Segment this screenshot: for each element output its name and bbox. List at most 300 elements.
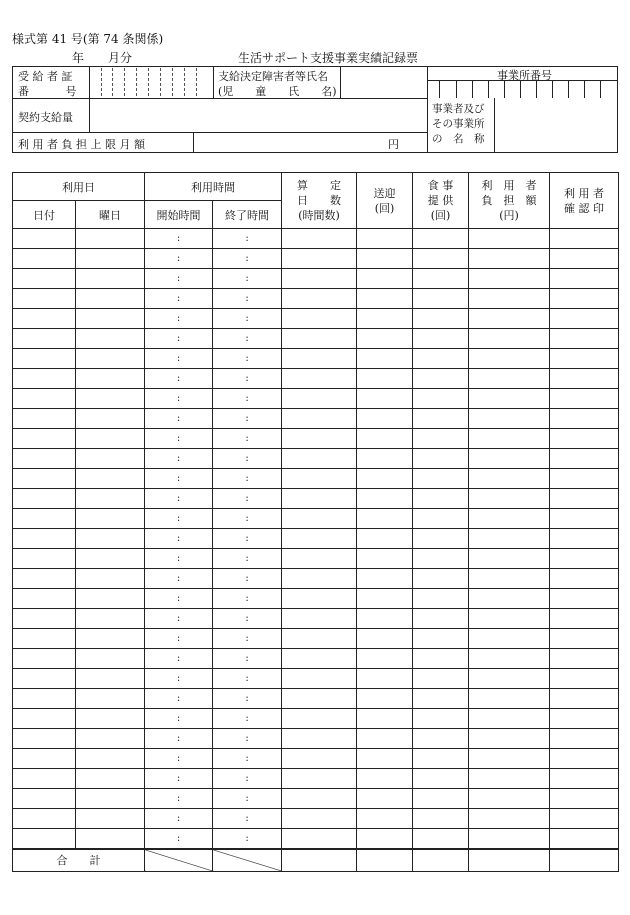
table-row [13,789,619,809]
date-cell[interactable] [13,489,76,509]
weekday-cell[interactable] [76,429,145,449]
start-time-cell[interactable]: : [145,709,213,729]
date-cell[interactable] [13,709,76,729]
confirm-cell[interactable] [550,469,619,489]
confirm-cell[interactable] [550,349,619,369]
confirm-cell[interactable] [550,229,619,249]
days-cell[interactable] [282,529,357,549]
confirm-cell[interactable] [550,569,619,589]
start-time-cell[interactable]: : [145,309,213,329]
transport-cell[interactable] [357,469,413,489]
confirm-cell[interactable] [550,369,619,389]
weekday-cell[interactable] [76,329,145,349]
meal-cell[interactable] [413,449,469,469]
end-time-cell[interactable]: : [213,649,282,669]
end-time-cell[interactable]: : [213,709,282,729]
burden-cell[interactable] [469,469,550,489]
date-cell[interactable] [13,269,76,289]
end-time-cell[interactable]: : [213,809,282,829]
transport-cell[interactable] [357,829,413,850]
date-cell[interactable] [13,669,76,689]
burden-cell[interactable] [469,449,550,469]
date-cell[interactable] [13,369,76,389]
transport-cell[interactable] [357,609,413,629]
weekday-cell[interactable] [76,549,145,569]
transport-cell[interactable] [357,449,413,469]
start-time-cell[interactable]: : [145,609,213,629]
start-time-cell[interactable]: : [145,769,213,789]
end-time-cell[interactable]: : [213,769,282,789]
transport-cell[interactable] [357,709,413,729]
date-cell[interactable] [13,389,76,409]
end-time-cell[interactable]: : [213,569,282,589]
days-cell[interactable] [282,309,357,329]
meal-cell[interactable] [413,509,469,529]
start-time-cell[interactable]: : [145,229,213,249]
total-transport[interactable] [357,849,413,871]
days-cell[interactable] [282,349,357,369]
end-time-cell[interactable]: : [213,329,282,349]
transport-cell[interactable] [357,289,413,309]
table-row [13,429,619,449]
table-row [13,809,619,829]
burden-cell[interactable] [469,689,550,709]
col-transport: 送迎 (回) [357,173,413,229]
confirm-cell[interactable] [550,809,619,829]
meal-cell[interactable] [413,469,469,489]
total-end-slash [213,849,282,871]
meal-cell[interactable] [413,569,469,589]
end-time-cell[interactable]: : [213,749,282,769]
burden-cell[interactable] [469,429,550,449]
meal-cell[interactable] [413,309,469,329]
weekday-cell[interactable] [76,369,145,389]
transport-cell[interactable] [357,429,413,449]
burden-cell[interactable] [469,769,550,789]
burden-cell[interactable] [469,629,550,649]
burden-cell[interactable] [469,309,550,329]
days-cell[interactable] [282,469,357,489]
weekday-cell[interactable] [76,349,145,369]
meal-cell[interactable] [413,409,469,429]
date-cell[interactable] [13,729,76,749]
confirm-cell[interactable] [550,749,619,769]
days-cell[interactable] [282,729,357,749]
start-time-cell[interactable]: : [145,429,213,449]
start-time-cell[interactable]: : [145,529,213,549]
weekday-cell[interactable] [76,509,145,529]
transport-cell[interactable] [357,789,413,809]
meal-cell[interactable] [413,369,469,389]
burden-cell[interactable] [469,549,550,569]
meal-cell[interactable] [413,269,469,289]
weekday-cell[interactable] [76,789,145,809]
end-time-cell[interactable]: : [213,249,282,269]
date-cell[interactable] [13,409,76,429]
transport-cell[interactable] [357,509,413,529]
weekday-cell[interactable] [76,249,145,269]
days-cell[interactable] [282,669,357,689]
weekday-cell[interactable] [76,409,145,429]
burden-cell[interactable] [469,669,550,689]
meal-cell[interactable] [413,389,469,409]
date-cell[interactable] [13,469,76,489]
burden-cell[interactable] [469,569,550,589]
date-cell[interactable] [13,449,76,469]
burden-cell[interactable] [469,249,550,269]
confirm-cell[interactable] [550,609,619,629]
total-start-slash [145,849,213,871]
end-time-cell[interactable]: : [213,309,282,329]
weekday-cell[interactable] [76,609,145,629]
weekday-cell[interactable] [76,649,145,669]
transport-cell[interactable] [357,389,413,409]
start-time-cell[interactable]: : [145,729,213,749]
transport-cell[interactable] [357,749,413,769]
end-time-cell[interactable]: : [213,549,282,569]
total-days[interactable] [282,849,357,871]
confirm-cell[interactable] [550,589,619,609]
start-time-cell[interactable]: : [145,349,213,369]
end-time-cell[interactable]: : [213,429,282,449]
burden-cell[interactable] [469,509,550,529]
confirm-cell[interactable] [550,449,619,469]
start-time-cell[interactable]: : [145,809,213,829]
days-cell[interactable] [282,249,357,269]
meal-cell[interactable] [413,669,469,689]
meal-cell[interactable] [413,769,469,789]
start-time-cell[interactable]: : [145,289,213,309]
burden-cell[interactable] [469,229,550,249]
days-cell[interactable] [282,509,357,529]
days-cell[interactable] [282,609,357,629]
start-time-cell[interactable]: : [145,369,213,389]
date-cell[interactable] [13,629,76,649]
days-cell[interactable] [282,449,357,469]
burden-cell[interactable] [469,789,550,809]
confirm-cell[interactable] [550,669,619,689]
end-time-cell[interactable]: : [213,729,282,749]
date-cell[interactable] [13,649,76,669]
confirm-cell[interactable] [550,389,619,409]
meal-cell[interactable] [413,249,469,269]
days-cell[interactable] [282,389,357,409]
start-time-cell[interactable]: : [145,589,213,609]
weekday-cell[interactable] [76,749,145,769]
end-time-cell[interactable]: : [213,509,282,529]
meal-cell[interactable] [413,429,469,449]
transport-cell[interactable] [357,729,413,749]
end-time-cell[interactable]: : [213,289,282,309]
end-time-cell[interactable]: : [213,789,282,809]
end-time-cell[interactable]: : [213,349,282,369]
transport-cell[interactable] [357,489,413,509]
date-cell[interactable] [13,589,76,609]
days-cell[interactable] [282,429,357,449]
confirm-cell[interactable] [550,769,619,789]
end-time-cell[interactable]: : [213,269,282,289]
meal-cell[interactable] [413,329,469,349]
transport-cell[interactable] [357,569,413,589]
end-time-cell[interactable]: : [213,469,282,489]
burden-cell[interactable] [469,829,550,850]
burden-cell[interactable] [469,589,550,609]
end-time-cell[interactable]: : [213,669,282,689]
transport-cell[interactable] [357,649,413,669]
date-cell[interactable] [13,309,76,329]
meal-cell[interactable] [413,749,469,769]
end-time-cell[interactable]: : [213,369,282,389]
date-cell[interactable] [13,789,76,809]
days-cell[interactable] [282,829,357,850]
weekday-cell[interactable] [76,449,145,469]
transport-cell[interactable] [357,249,413,269]
burden-cell[interactable] [469,269,550,289]
meal-cell[interactable] [413,529,469,549]
confirm-cell[interactable] [550,629,619,649]
confirm-cell[interactable] [550,789,619,809]
table-row [13,409,619,429]
burden-cell[interactable] [469,329,550,349]
date-cell[interactable] [13,289,76,309]
meal-cell[interactable] [413,229,469,249]
end-time-cell[interactable]: : [213,609,282,629]
weekday-cell[interactable] [76,469,145,489]
confirm-cell[interactable] [550,529,619,549]
burden-cell[interactable] [469,369,550,389]
col-burden: 利 用 者 負 担 額 (円) [469,173,550,229]
date-cell[interactable] [13,689,76,709]
transport-cell[interactable] [357,809,413,829]
meal-cell[interactable] [413,629,469,649]
weekday-cell[interactable] [76,809,145,829]
start-time-cell[interactable]: : [145,669,213,689]
table-row [13,769,619,789]
weekday-cell[interactable] [76,569,145,589]
confirm-cell[interactable] [550,829,619,850]
meal-cell[interactable] [413,589,469,609]
date-cell[interactable] [13,749,76,769]
table-row [13,489,619,509]
transport-cell[interactable] [357,229,413,249]
meal-cell[interactable] [413,609,469,629]
meal-cell[interactable] [413,829,469,850]
burden-cell[interactable] [469,529,550,549]
weekday-cell[interactable] [76,489,145,509]
meal-cell[interactable] [413,549,469,569]
end-time-cell[interactable]: : [213,489,282,509]
date-cell[interactable] [13,249,76,269]
confirm-cell[interactable] [550,289,619,309]
end-time-cell[interactable]: : [213,529,282,549]
burden-limit-label: 利 用 者 負 担 上 限 月 額 [18,138,145,151]
date-cell[interactable] [13,569,76,589]
burden-cell[interactable] [469,409,550,429]
days-cell[interactable] [282,329,357,349]
end-time-cell[interactable]: : [213,829,282,850]
date-cell[interactable] [13,809,76,829]
start-time-cell[interactable]: : [145,569,213,589]
date-cell[interactable] [13,529,76,549]
end-time-cell[interactable]: : [213,229,282,249]
confirm-cell[interactable] [550,549,619,569]
confirm-cell[interactable] [550,729,619,749]
start-time-cell[interactable]: : [145,449,213,469]
date-cell[interactable] [13,349,76,369]
weekday-cell[interactable] [76,529,145,549]
weekday-cell[interactable] [76,729,145,749]
date-cell[interactable] [13,509,76,529]
end-time-cell[interactable]: : [213,449,282,469]
end-time-cell[interactable]: : [213,409,282,429]
confirm-cell[interactable] [550,269,619,289]
days-cell[interactable] [282,709,357,729]
meal-cell[interactable] [413,289,469,309]
days-cell[interactable] [282,489,357,509]
burden-cell[interactable] [469,709,550,729]
confirm-cell[interactable] [550,429,619,449]
weekday-cell[interactable] [76,769,145,789]
weekday-cell[interactable] [76,669,145,689]
meal-cell[interactable] [413,689,469,709]
weekday-cell[interactable] [76,229,145,249]
transport-cell[interactable] [357,369,413,389]
table-row [13,369,619,389]
transport-cell[interactable] [357,529,413,549]
burden-cell[interactable] [469,729,550,749]
start-time-cell[interactable]: : [145,649,213,669]
confirm-cell[interactable] [550,409,619,429]
days-cell[interactable] [282,289,357,309]
total-meal[interactable] [413,849,469,871]
start-time-cell[interactable]: : [145,789,213,809]
meal-cell[interactable] [413,809,469,829]
burden-cell[interactable] [469,649,550,669]
meal-cell[interactable] [413,789,469,809]
start-time-cell[interactable]: : [145,409,213,429]
days-cell[interactable] [282,769,357,789]
days-cell[interactable] [282,269,357,289]
date-cell[interactable] [13,229,76,249]
days-cell[interactable] [282,649,357,669]
confirm-cell[interactable] [550,329,619,349]
days-cell[interactable] [282,569,357,589]
days-cell[interactable] [282,369,357,389]
days-cell[interactable] [282,689,357,709]
burden-cell[interactable] [469,289,550,309]
transport-cell[interactable] [357,769,413,789]
burden-cell[interactable] [469,349,550,369]
transport-cell[interactable] [357,409,413,429]
record-rows [13,229,619,850]
total-confirm[interactable] [550,849,619,871]
days-cell[interactable] [282,549,357,569]
end-time-cell[interactable]: : [213,629,282,649]
confirm-cell[interactable] [550,509,619,529]
date-cell[interactable] [13,609,76,629]
weekday-cell[interactable] [76,689,145,709]
confirm-cell[interactable] [550,249,619,269]
start-time-cell[interactable]: : [145,829,213,850]
transport-cell[interactable] [357,589,413,609]
days-cell[interactable] [282,409,357,429]
table-row [13,729,619,749]
weekday-cell[interactable] [76,389,145,409]
confirm-cell[interactable] [550,689,619,709]
days-cell[interactable] [282,789,357,809]
weekday-cell[interactable] [76,309,145,329]
burden-cell[interactable] [469,389,550,409]
burden-cell[interactable] [469,489,550,509]
weekday-cell[interactable] [76,589,145,609]
meal-cell[interactable] [413,709,469,729]
start-time-cell[interactable]: : [145,689,213,709]
days-cell[interactable] [282,629,357,649]
transport-cell[interactable] [357,309,413,329]
weekday-cell[interactable] [76,709,145,729]
date-cell[interactable] [13,429,76,449]
total-burden[interactable] [469,849,550,871]
date-cell[interactable] [13,329,76,349]
confirm-cell[interactable] [550,709,619,729]
days-cell[interactable] [282,589,357,609]
confirm-cell[interactable] [550,309,619,329]
meal-cell[interactable] [413,729,469,749]
confirm-cell[interactable] [550,649,619,669]
confirm-cell[interactable] [550,489,619,509]
start-time-cell[interactable]: : [145,469,213,489]
transport-cell[interactable] [357,689,413,709]
start-time-cell[interactable]: : [145,269,213,289]
transport-cell[interactable] [357,329,413,349]
start-time-cell[interactable]: : [145,389,213,409]
transport-cell[interactable] [357,549,413,569]
burden-cell[interactable] [469,749,550,769]
start-time-cell[interactable]: : [145,329,213,349]
start-time-cell[interactable]: : [145,549,213,569]
weekday-cell[interactable] [76,289,145,309]
end-time-cell[interactable]: : [213,689,282,709]
transport-cell[interactable] [357,269,413,289]
meal-cell[interactable] [413,649,469,669]
weekday-cell[interactable] [76,269,145,289]
weekday-cell[interactable] [76,629,145,649]
meal-cell[interactable] [413,489,469,509]
table-row [13,589,619,609]
date-cell[interactable] [13,549,76,569]
date-cell[interactable] [13,829,76,850]
transport-cell[interactable] [357,349,413,369]
weekday-cell[interactable] [76,829,145,850]
days-cell[interactable] [282,749,357,769]
burden-cell[interactable] [469,809,550,829]
days-cell[interactable] [282,809,357,829]
meal-cell[interactable] [413,349,469,369]
date-cell[interactable] [13,769,76,789]
start-time-cell[interactable]: : [145,749,213,769]
end-time-cell[interactable]: : [213,589,282,609]
burden-cell[interactable] [469,609,550,629]
transport-cell[interactable] [357,629,413,649]
days-cell[interactable] [282,229,357,249]
table-row [13,449,619,469]
start-time-cell[interactable]: : [145,489,213,509]
end-time-cell[interactable]: : [213,389,282,409]
start-time-cell[interactable]: : [145,249,213,269]
transport-cell[interactable] [357,669,413,689]
start-time-cell[interactable]: : [145,509,213,529]
start-time-cell[interactable]: : [145,629,213,649]
